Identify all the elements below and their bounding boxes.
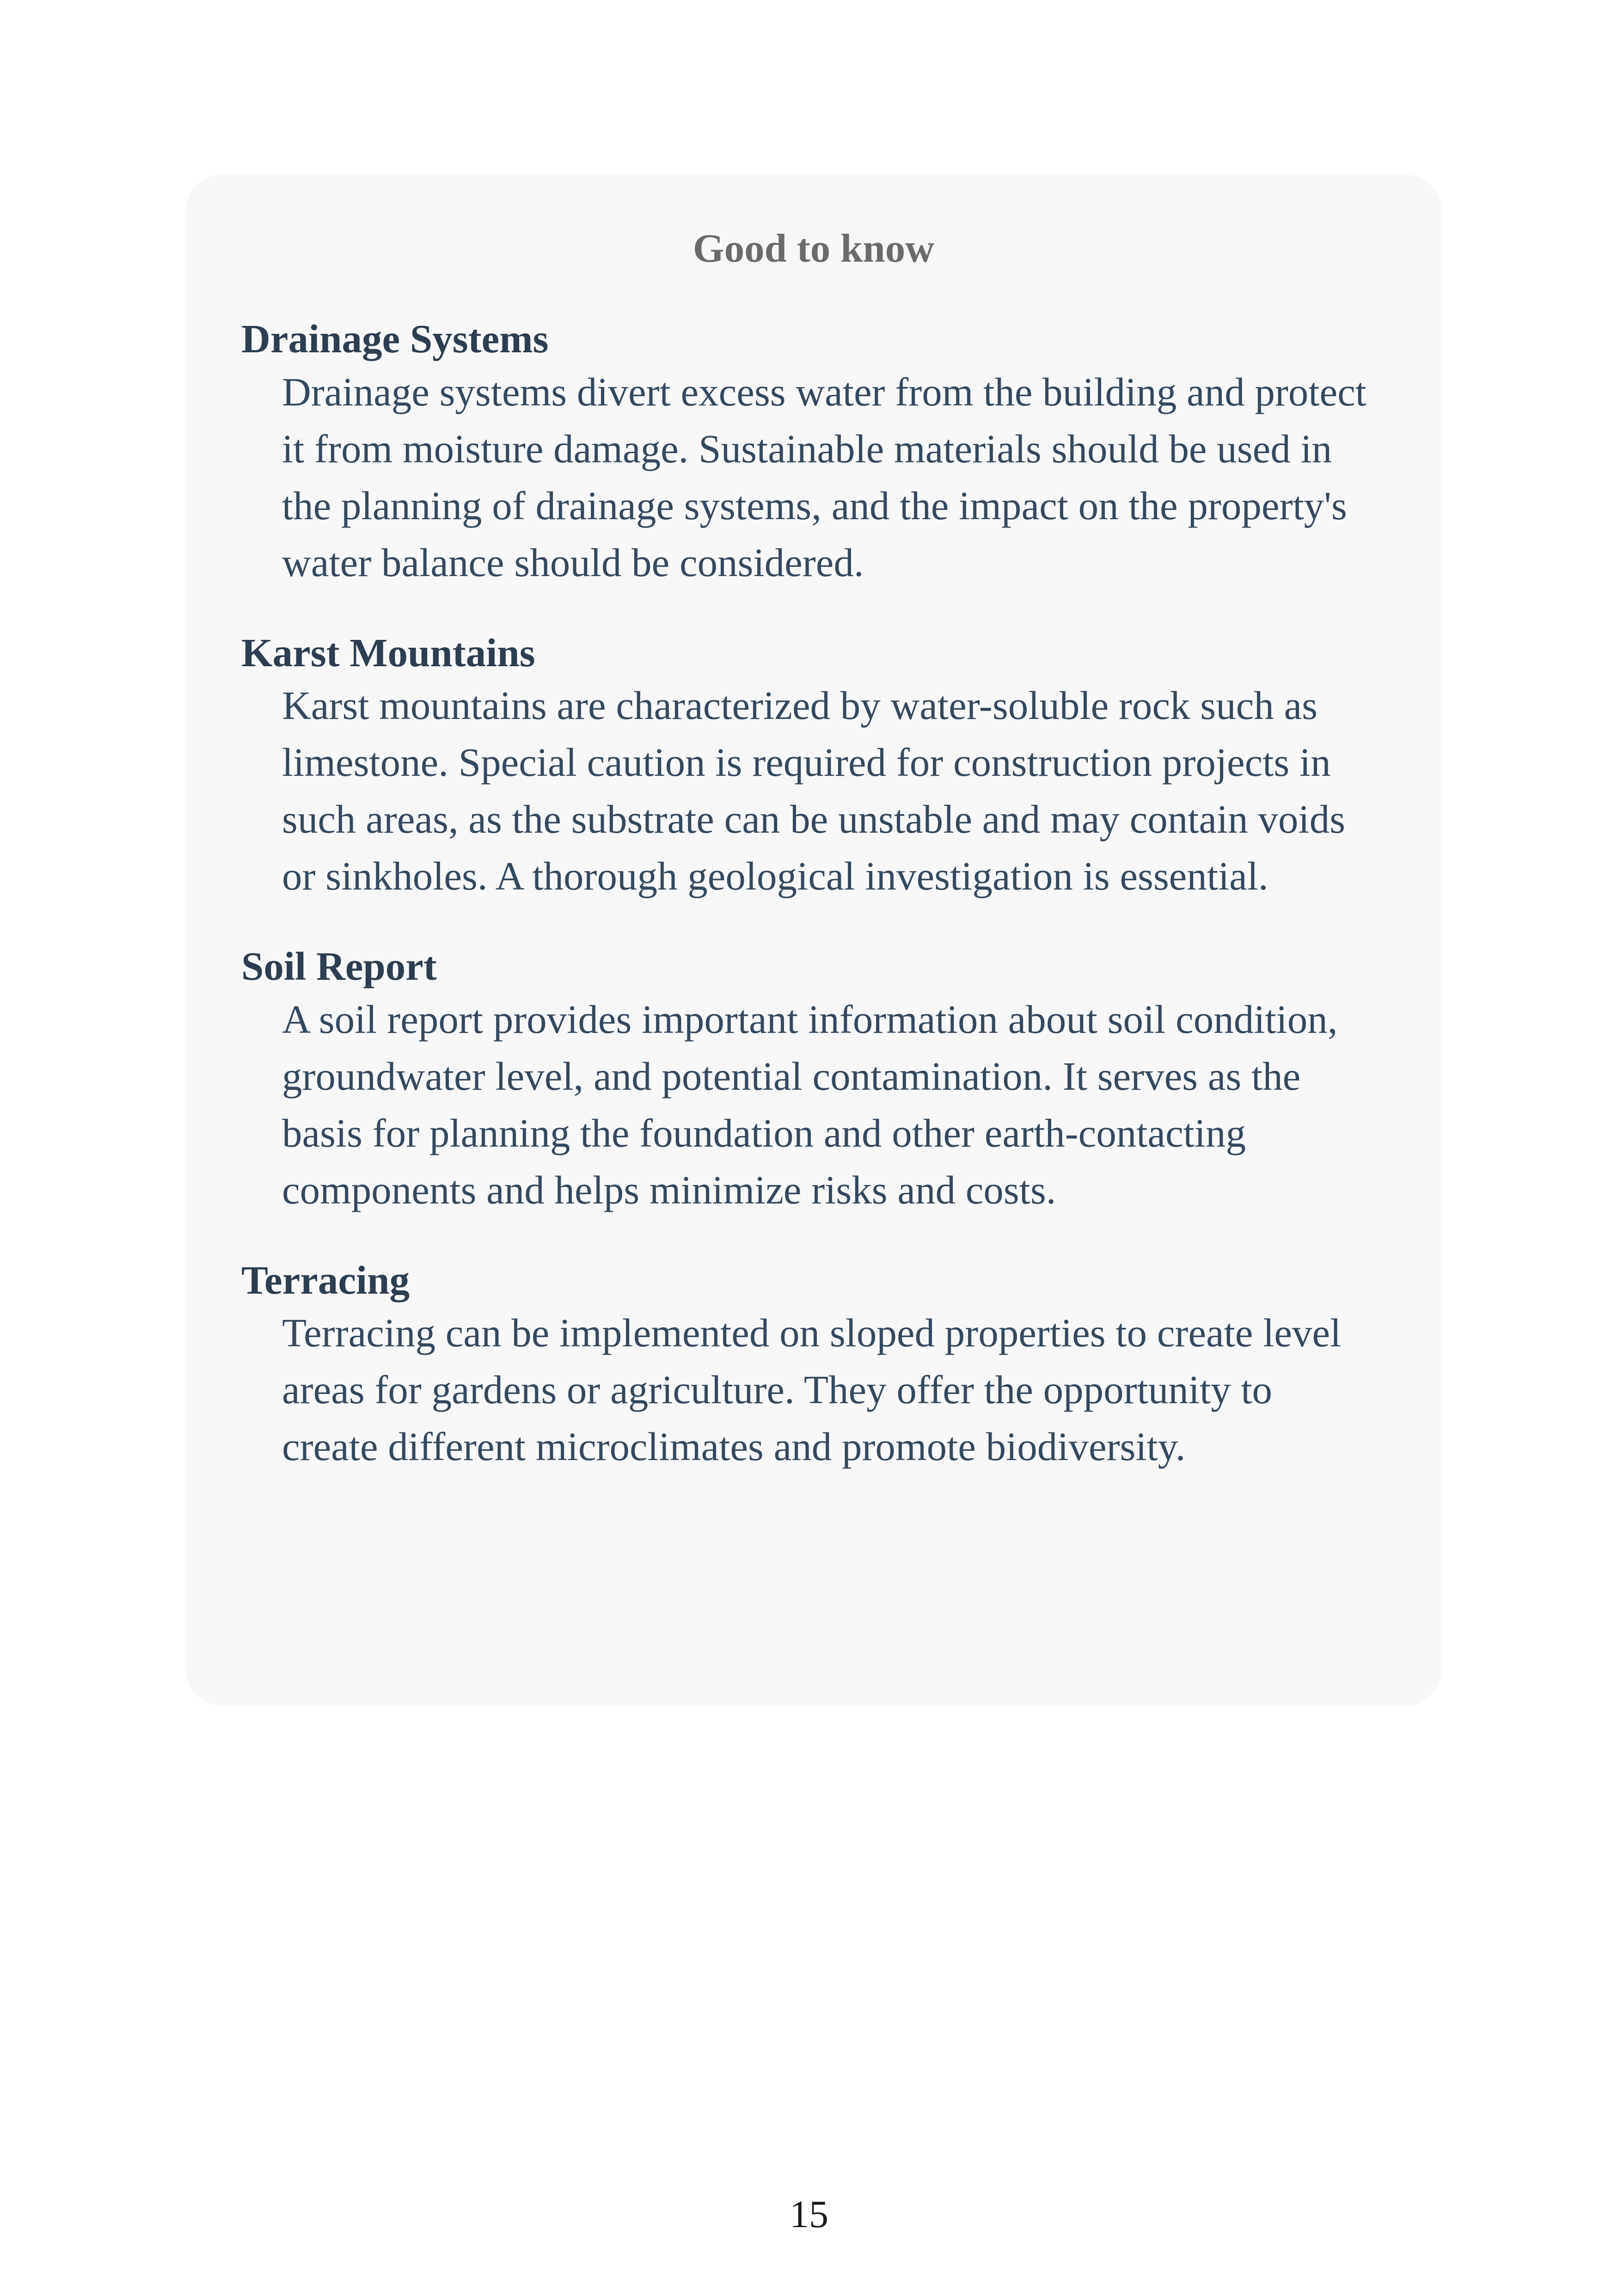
term-terracing [241, 1256, 1386, 1475]
good-to-know-box [186, 174, 1441, 1706]
term-heading: Drainage Systems [241, 316, 549, 362]
term-drainage-systems [241, 315, 1386, 590]
page-number: 15 [790, 2193, 828, 2236]
term-heading: Karst Mountains [241, 630, 535, 675]
box-title: Good to know [693, 226, 935, 270]
term-heading: Terracing [241, 1257, 410, 1302]
term-heading: Soil Report [241, 944, 437, 989]
term-description: A soil report provides important information about soil condition, groundwater level, and potential contamination. It serves as the basis for planning the foundation and other earth-contacting components and helps minimize risks and costs. [282, 996, 1338, 1212]
term-karst-mountains [241, 629, 1386, 904]
term-description: Terracing can be implemented on sloped properties to create level areas for gardens or agriculture. They offer the opportunity to create different microclimates and promote biodiversity. [282, 1310, 1342, 1469]
term-description: Karst mountains are characterized by water-soluble rock such as limestone. Special caution is required for construction projects in such areas, as the substrate can be unstable and may contain voids or sinkholes. A thorough geological investigation is essential. [282, 683, 1345, 899]
term-description: Drainage systems divert excess water from the building and protect it from moisture damage. Sustainable materials should be used in the planning of drainage systems, and the impact on the property's water balance should be considered. [282, 369, 1367, 585]
term-soil-report [241, 942, 1386, 1218]
